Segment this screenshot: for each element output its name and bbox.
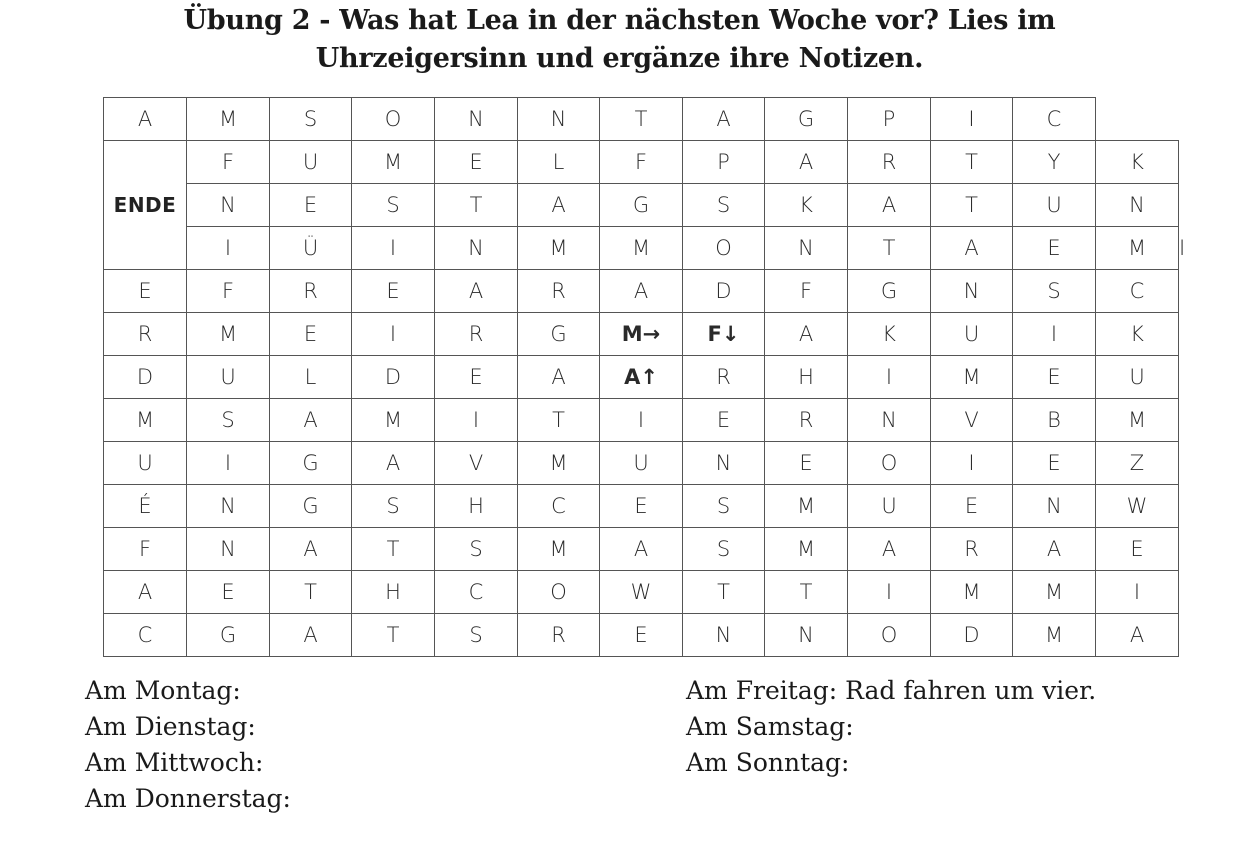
- grid-cell: I: [352, 313, 435, 356]
- grid-cell: R: [765, 399, 848, 442]
- grid-cell: I: [435, 399, 518, 442]
- grid-cell: F↓: [683, 313, 765, 356]
- grid-cell: T: [270, 571, 352, 614]
- note-donnerstag: Am Donnerstag:: [85, 784, 291, 813]
- grid-cell: R: [270, 270, 352, 313]
- grid-cell: B: [1013, 399, 1096, 442]
- grid-cell: G: [518, 313, 600, 356]
- grid-cell: E: [765, 442, 848, 485]
- grid-cell: A: [270, 399, 352, 442]
- note-montag: Am Montag:: [85, 676, 241, 705]
- grid-cell: N: [435, 98, 518, 141]
- grid-cell: E: [187, 571, 270, 614]
- grid-cell: N: [765, 614, 848, 657]
- grid-cell: M: [518, 227, 600, 270]
- grid-cell: I: [931, 98, 1013, 141]
- grid-cell: O: [518, 571, 600, 614]
- grid-row: [104, 98, 1179, 141]
- grid-cell: E: [931, 485, 1013, 528]
- grid-cell: A↑: [600, 356, 683, 399]
- grid-cell: E: [435, 141, 518, 184]
- grid-cell: T: [931, 141, 1013, 184]
- grid-cell: N: [1013, 485, 1096, 528]
- grid-row: [104, 313, 1179, 356]
- grid-cell: R: [683, 356, 765, 399]
- grid-cell: C: [104, 614, 187, 657]
- grid-cell: K: [1096, 313, 1179, 356]
- grid-cell: P: [848, 98, 931, 141]
- grid-cell: E: [1013, 442, 1096, 485]
- grid-cell: M: [600, 227, 683, 270]
- grid-cell: U: [270, 141, 352, 184]
- grid-cell: A: [104, 98, 187, 141]
- grid-row: [104, 356, 1179, 399]
- grid-cell: S: [683, 528, 765, 571]
- grid-cell: A: [518, 184, 600, 227]
- grid-cell: E: [1013, 227, 1096, 270]
- grid-cell: T: [765, 571, 848, 614]
- grid-cell: A: [848, 184, 931, 227]
- grid-cell: N: [518, 98, 600, 141]
- grid-cell: F: [187, 141, 270, 184]
- grid-cell: G: [848, 270, 931, 313]
- grid-cell: M: [104, 399, 187, 442]
- grid-cell: M: [1096, 399, 1179, 442]
- grid-cell: R: [518, 270, 600, 313]
- grid-cell: I: [848, 356, 931, 399]
- grid-cell: T: [352, 614, 435, 657]
- grid-cell: O: [848, 614, 931, 657]
- grid-cell: E: [435, 356, 518, 399]
- grid-cell: S: [270, 98, 352, 141]
- grid-row: [104, 442, 1179, 485]
- grid-cell: L: [518, 141, 600, 184]
- grid-cell: É: [104, 485, 187, 528]
- grid-cell: T: [683, 571, 765, 614]
- grid-row: [104, 571, 1179, 614]
- grid-cell: M: [931, 356, 1013, 399]
- grid-cell: T: [848, 227, 931, 270]
- grid-row: [104, 399, 1179, 442]
- grid-cell: N: [1096, 184, 1179, 227]
- grid-cell: H: [352, 571, 435, 614]
- grid-cell: C: [1013, 98, 1096, 141]
- notes-right: [686, 673, 1096, 781]
- grid-row: [104, 528, 1179, 571]
- grid-cell: R: [104, 313, 187, 356]
- grid-cell: I: [1096, 571, 1179, 614]
- grid-cell: A: [518, 356, 600, 399]
- grid-cell: A: [1013, 528, 1096, 571]
- grid-cell: S: [187, 399, 270, 442]
- grid-cell: A: [1096, 614, 1179, 657]
- exercise-title: [0, 2, 1239, 78]
- grid-cell: R: [931, 528, 1013, 571]
- grid-cell: M: [765, 485, 848, 528]
- grid-cell: E: [270, 184, 352, 227]
- note-dienstag: Am Dienstag:: [85, 712, 256, 741]
- grid-row: [104, 184, 1179, 227]
- grid-cell: I: [848, 571, 931, 614]
- grid-row: [104, 141, 1179, 184]
- grid-cell: M: [352, 399, 435, 442]
- grid-cell: A: [931, 227, 1013, 270]
- grid-cell: S: [1013, 270, 1096, 313]
- grid-cell: M: [518, 442, 600, 485]
- grid-cell: F: [600, 141, 683, 184]
- grid-cell: V: [435, 442, 518, 485]
- grid-cell: U: [1096, 356, 1179, 399]
- grid-cell: S: [352, 184, 435, 227]
- grid-cell: O: [683, 227, 765, 270]
- grid-cell: S: [683, 184, 765, 227]
- grid-cell: D: [683, 270, 765, 313]
- grid-cell: C: [518, 485, 600, 528]
- grid-cell: F: [187, 270, 270, 313]
- grid-cell: A: [352, 442, 435, 485]
- grid-cell: O: [848, 442, 931, 485]
- grid-cell: U: [848, 485, 931, 528]
- grid-cell: I: [187, 442, 270, 485]
- grid-row: [104, 614, 1179, 657]
- grid-cell: F: [765, 270, 848, 313]
- grid-cell: T: [435, 184, 518, 227]
- grid-cell: G: [270, 442, 352, 485]
- grid-cell: I: [931, 442, 1013, 485]
- grid-cell: I: [352, 227, 435, 270]
- grid-cell: R: [518, 614, 600, 657]
- grid-cell: Z: [1096, 442, 1179, 485]
- grid-cell: M: [765, 528, 848, 571]
- grid-cell: G: [765, 98, 848, 141]
- grid-cell: T: [518, 399, 600, 442]
- grid-cell: G: [270, 485, 352, 528]
- grid-cell: T: [600, 98, 683, 141]
- grid-cell: O: [352, 98, 435, 141]
- grid-cell: F: [104, 528, 187, 571]
- grid-cell: A: [270, 614, 352, 657]
- grid-cell: U: [104, 442, 187, 485]
- grid-cell: N: [848, 399, 931, 442]
- grid-cell: M: [518, 528, 600, 571]
- grid-cell: R: [848, 141, 931, 184]
- grid-cell: H: [765, 356, 848, 399]
- grid-cell: N: [683, 442, 765, 485]
- grid-cell: E: [352, 270, 435, 313]
- grid-cell: U: [600, 442, 683, 485]
- grid-cell: U: [187, 356, 270, 399]
- grid-cell: I: [187, 227, 270, 270]
- grid-cell: K: [848, 313, 931, 356]
- grid-cell: I: [1013, 313, 1096, 356]
- grid-cell: S: [352, 485, 435, 528]
- grid-cell: A: [600, 270, 683, 313]
- title-line-1: Übung 2 - Was hat Lea in der nächsten Woche vor? Lies im: [183, 5, 1056, 36]
- grid-cell: N: [683, 614, 765, 657]
- grid-cell: M: [1096, 227, 1179, 270]
- grid-cell: W: [600, 571, 683, 614]
- grid-cell: T: [931, 184, 1013, 227]
- grid-cell: E: [600, 485, 683, 528]
- grid-cell: E: [1096, 528, 1179, 571]
- grid-cell: M: [1013, 614, 1096, 657]
- grid-cell: A: [765, 313, 848, 356]
- grid-cell: P: [683, 141, 765, 184]
- grid-cell: K: [765, 184, 848, 227]
- grid-row: [104, 485, 1179, 528]
- grid-cell: E: [270, 313, 352, 356]
- grid-row: I Ü I N M M O N T A E M I: [104, 227, 1179, 270]
- grid-cell: M: [1013, 571, 1096, 614]
- grid-cell: D: [352, 356, 435, 399]
- grid-cell: N: [931, 270, 1013, 313]
- grid-cell: R: [435, 313, 518, 356]
- grid-cell: E: [683, 399, 765, 442]
- grid-cell: H: [435, 485, 518, 528]
- grid-cell: W: [1096, 485, 1179, 528]
- grid-cell: U: [1013, 184, 1096, 227]
- grid-cell: E: [1013, 356, 1096, 399]
- grid-cell: D: [104, 356, 187, 399]
- ende-label: ENDE: [104, 141, 187, 270]
- grid-cell: I: [600, 399, 683, 442]
- letter-grid: [103, 97, 1186, 657]
- grid-cell: U: [931, 313, 1013, 356]
- note-freitag: Am Freitag: Rad fahren um vier.: [686, 676, 1097, 705]
- grid-cell: Y: [1013, 141, 1096, 184]
- grid-cell: C: [435, 571, 518, 614]
- grid-cell: N: [187, 485, 270, 528]
- grid-cell: A: [600, 528, 683, 571]
- grid-cell: A: [104, 571, 187, 614]
- grid-cell: A: [765, 141, 848, 184]
- grid-cell: Ü: [270, 227, 352, 270]
- grid-cell: S: [435, 614, 518, 657]
- grid-cell: M: [187, 98, 270, 141]
- grid-cell: V: [931, 399, 1013, 442]
- grid-cell: E: [104, 270, 187, 313]
- grid-cell: D: [931, 614, 1013, 657]
- grid-cell: G: [187, 614, 270, 657]
- grid-cell: A: [435, 270, 518, 313]
- notes-left: [85, 673, 291, 817]
- grid-cell: N: [765, 227, 848, 270]
- grid-cell: E: [600, 614, 683, 657]
- grid-cell: S: [683, 485, 765, 528]
- grid-cell: T: [352, 528, 435, 571]
- grid-cell: N: [187, 528, 270, 571]
- grid-cell: C: [1096, 270, 1179, 313]
- grid-cell: M: [352, 141, 435, 184]
- grid-cell: M: [931, 571, 1013, 614]
- grid-cell: G: [600, 184, 683, 227]
- note-mittwoch: Am Mittwoch:: [85, 748, 264, 777]
- note-sonntag: Am Sonntag:: [686, 748, 850, 777]
- grid-cell: K: [1096, 141, 1179, 184]
- grid-cell: A: [683, 98, 765, 141]
- grid-cell: A: [270, 528, 352, 571]
- grid-cell: S: [435, 528, 518, 571]
- grid-cell: L: [270, 356, 352, 399]
- title-line-2: Uhrzeigersinn und ergänze ihre Notizen.: [315, 43, 924, 74]
- grid-cell: N: [435, 227, 518, 270]
- grid-cell: M: [187, 313, 270, 356]
- grid-row: [104, 270, 1179, 313]
- note-samstag: Am Samstag:: [686, 712, 854, 741]
- grid-cell: N: [187, 184, 270, 227]
- grid-cell: A: [848, 528, 931, 571]
- grid-cell: M→: [600, 313, 683, 356]
